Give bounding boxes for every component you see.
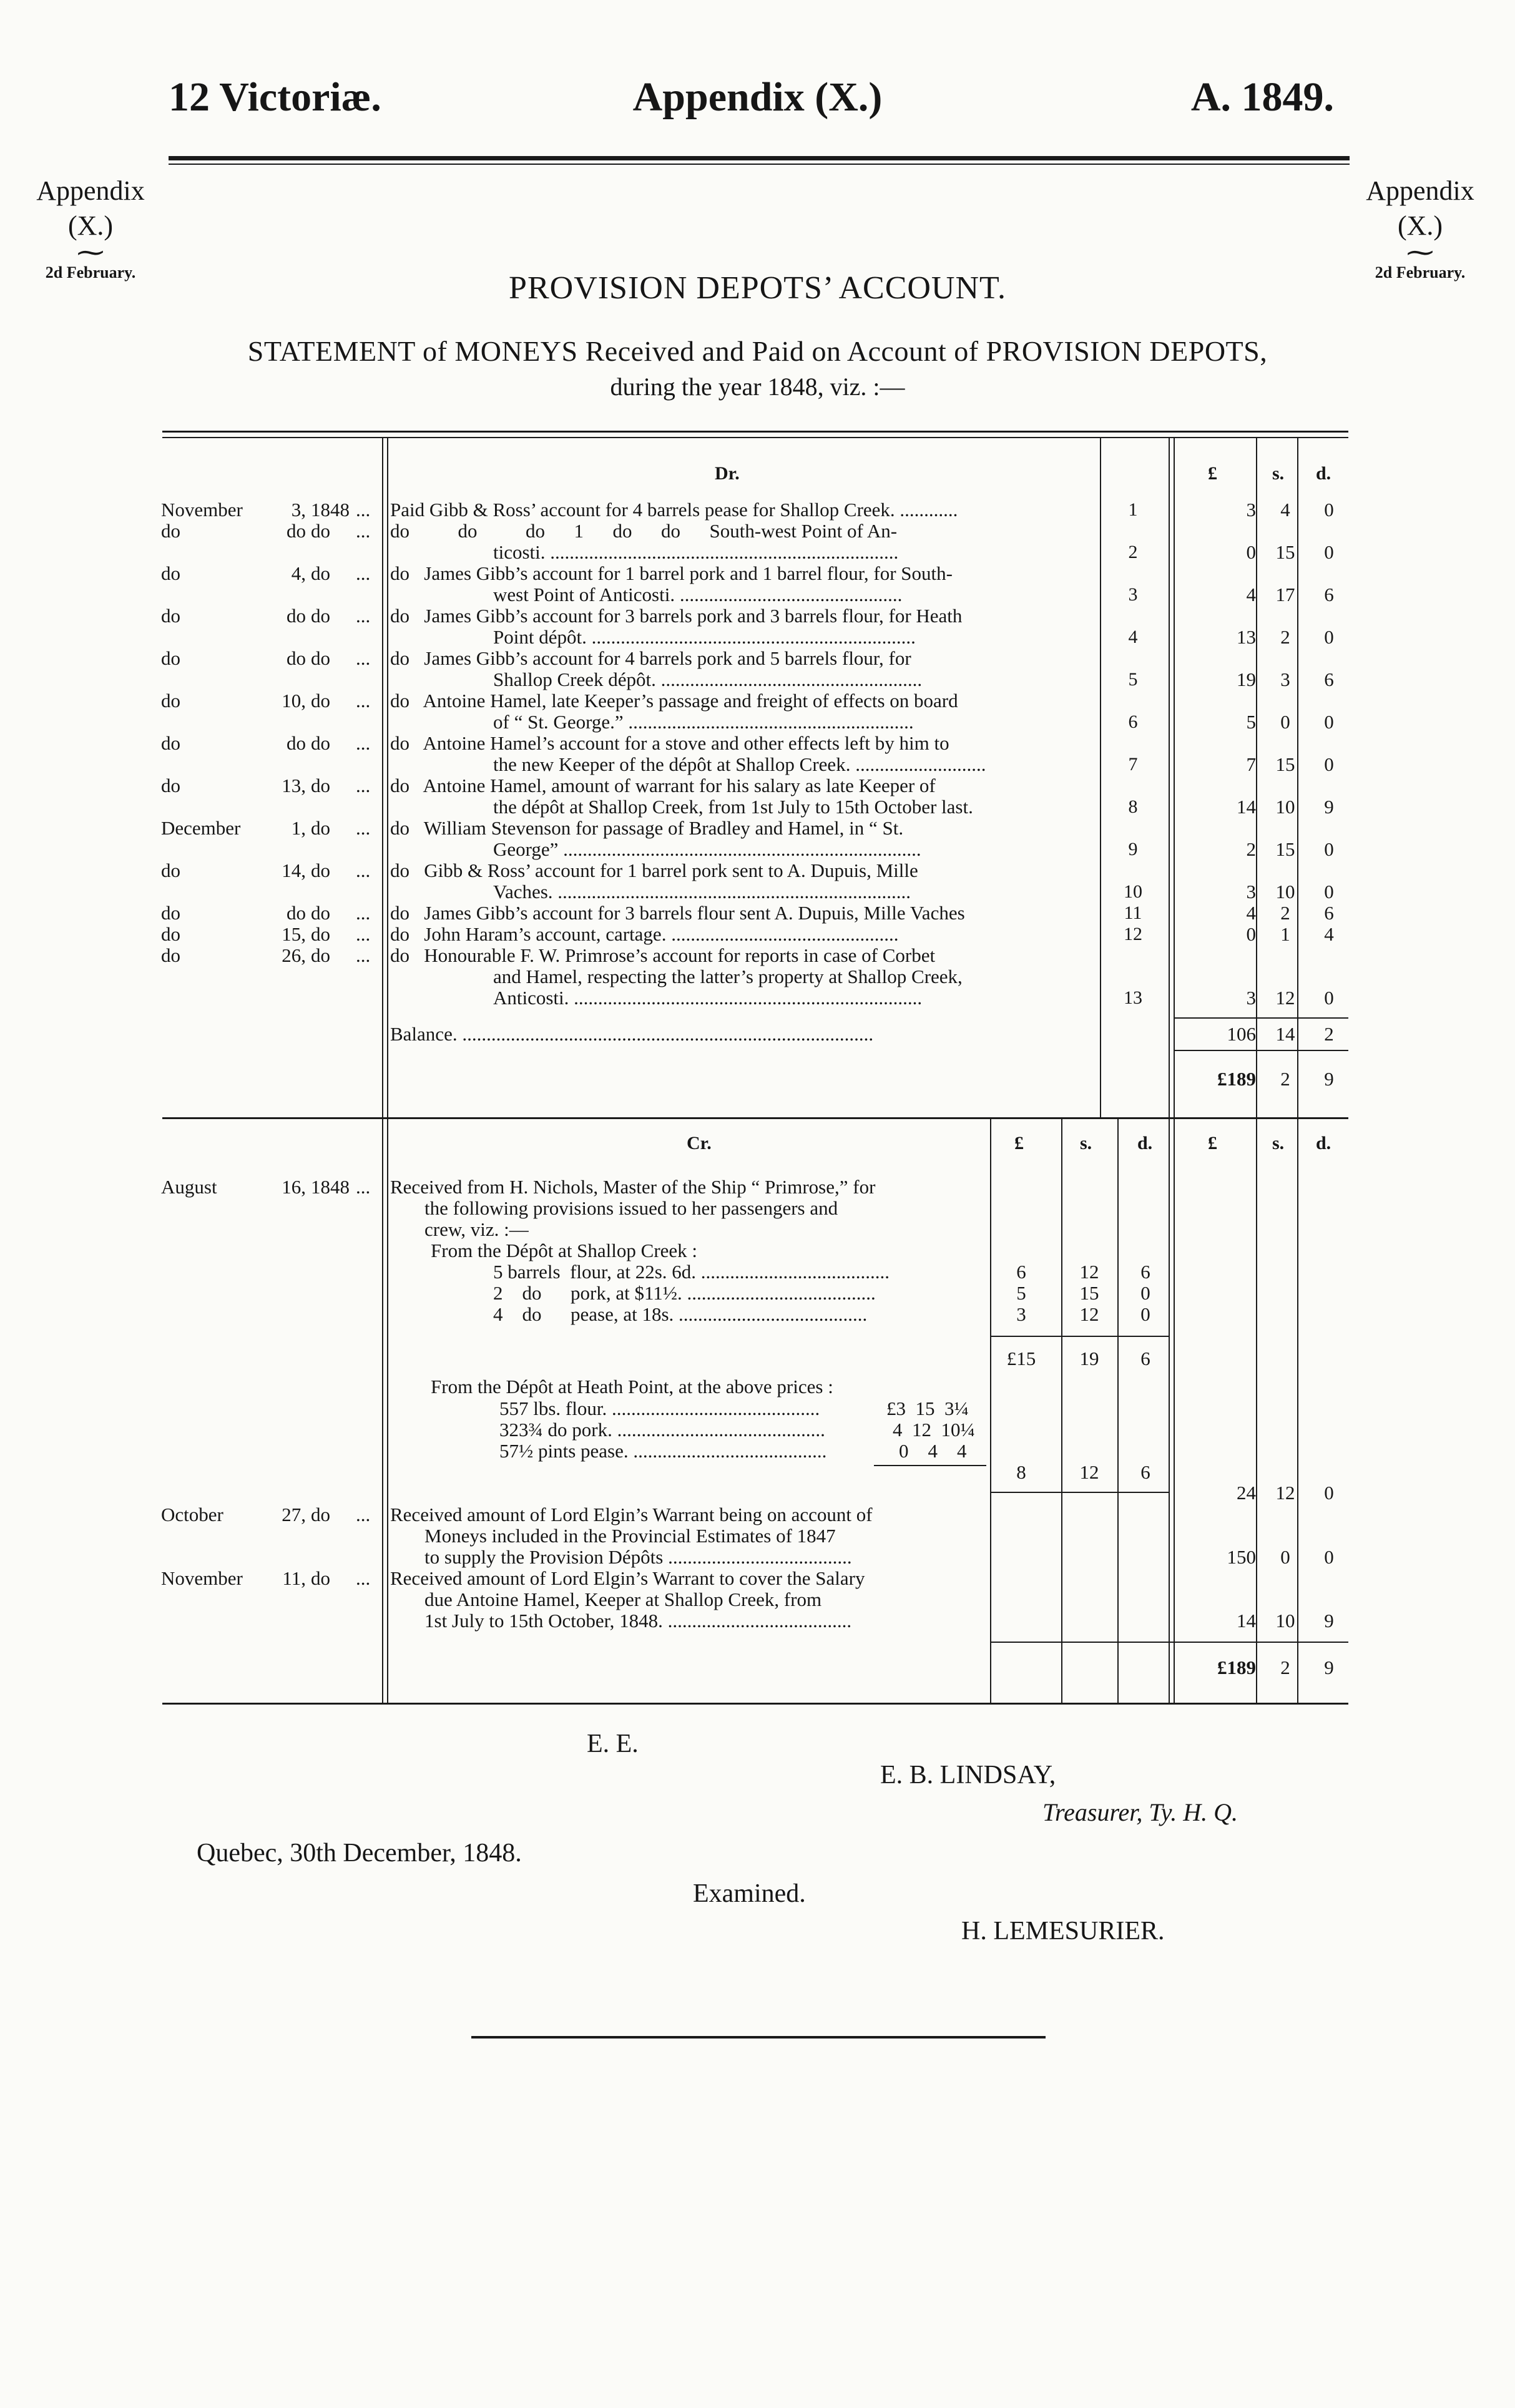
debit-row-day: do [287, 902, 306, 924]
credit-3-pound: 14 [1237, 1610, 1256, 1632]
debit-row-pound: 4 [1246, 584, 1256, 605]
credit-1-month: August [161, 1176, 217, 1198]
debit-row-shilling: 10 [1275, 796, 1295, 818]
heath-total-shilling: 12 [1079, 1461, 1099, 1483]
debit-row-pence: 0 [1324, 711, 1334, 733]
debit-row-year: do [311, 562, 330, 584]
debit-row-shilling: 0 [1280, 711, 1290, 733]
debit-row-dots: ... [356, 562, 371, 584]
shallop-subtotal-rule [990, 1336, 1169, 1337]
credit-outer-col-pence: d. [1316, 1133, 1331, 1153]
debit-row-ref: 1 [1128, 499, 1138, 520]
debit-row-dots: ... [356, 499, 371, 521]
col-ref-divider [1100, 437, 1101, 1118]
debit-row-line: do Antoine Hamel, late Keeper’s passage and freight of effects on board [390, 690, 958, 712]
debit-row-line: do Honourable F. W. Primrose’s account for reports in case of Corbet [390, 944, 936, 966]
closing-rule [471, 2036, 1046, 2038]
debit-row-ref: 13 [1124, 987, 1142, 1008]
credit-3-shilling: 10 [1275, 1610, 1295, 1632]
shallop-item-pence: 6 [1140, 1261, 1150, 1283]
credit-2-shilling: 0 [1280, 1546, 1290, 1568]
debit-row-day: 3, [291, 499, 306, 521]
tilde-flourish-icon: ⁓ [77, 237, 104, 268]
heath-item-text: 57½ pints pease. ........................................ [499, 1440, 827, 1462]
debit-row-line: do William Stevenson for passage of Bradley and Hamel, in “ St. [390, 817, 904, 839]
debit-row-year: do [311, 902, 330, 924]
place-date: Quebec, 30th December, 1848. [197, 1839, 522, 1867]
debit-row-pound: 3 [1246, 499, 1256, 521]
heath-heading: From the Dépôt at Heath Point, at the above prices : [431, 1376, 833, 1397]
debit-row-day: 13, [282, 775, 306, 796]
debit-row-pound: 19 [1237, 668, 1256, 690]
shallop-item-pound: 5 [1016, 1282, 1026, 1304]
header-right: A. 1849. [1190, 74, 1334, 120]
statement-line-1: STATEMENT of MONEYS Received and Paid on Account of PROVISION DEPOTS, [247, 335, 1268, 367]
balance-label: Balance. ..................................................................................... [390, 1023, 874, 1045]
balance-pound: 106 [1227, 1023, 1256, 1045]
debit-row-day: do [287, 605, 306, 627]
debit-row-shilling: 15 [1275, 838, 1295, 860]
credit-2-day: 27, [282, 1504, 306, 1525]
margin-appendix: Appendix [1366, 175, 1474, 206]
debit-row-pence: 0 [1324, 626, 1334, 648]
credit-outer-col-shilling: s. [1272, 1133, 1285, 1153]
debit-row-pence: 0 [1324, 499, 1334, 521]
debit-row-shilling: 3 [1280, 668, 1290, 690]
credit-total-pound: £189 [1217, 1657, 1256, 1678]
debit-row-pence: 0 [1324, 838, 1334, 860]
credit-1-outer-pound: 24 [1237, 1482, 1256, 1504]
debit-row-day: 26, [282, 944, 306, 966]
debit-row-dots: ... [356, 817, 371, 839]
debit-row-dots: ... [356, 647, 371, 669]
debit-col-shilling: s. [1272, 463, 1285, 484]
debit-row-ref: 2 [1128, 542, 1138, 562]
debit-row-pound: 3 [1246, 987, 1256, 1009]
shallop-item-pound: 3 [1016, 1303, 1026, 1325]
debit-row-line: of “ St. George.” ........................................................... [493, 711, 914, 733]
heath-item-amount: 0 4 4 [899, 1440, 967, 1462]
debit-row-day: 4, [291, 562, 306, 584]
balance-rule [1174, 1017, 1348, 1019]
debit-row-ref: 5 [1128, 669, 1138, 690]
debit-row-line: Anticosti. ........................................................................ [493, 987, 923, 1009]
credit-2-pound: 150 [1227, 1546, 1256, 1568]
credit-inner-col-shilling: s. [1080, 1133, 1092, 1153]
credit-2-year: do [311, 1504, 330, 1525]
treasurer-name: E. B. LINDSAY, [880, 1761, 1056, 1789]
debit-total-pound: £189 [1217, 1068, 1256, 1090]
debit-row-line: Point dépôt. ................................................................... [493, 626, 916, 648]
debit-row-ref: 12 [1124, 924, 1142, 944]
header-rule-thick [169, 156, 1350, 160]
heath-total-pence: 6 [1140, 1461, 1150, 1483]
debit-row-year: do [311, 923, 330, 945]
shallop-item-shilling: 12 [1079, 1261, 1099, 1283]
debit-row-ref: 9 [1128, 839, 1138, 859]
col-date-divider-2 [387, 437, 388, 1118]
debit-row-line: the dépôt at Shallop Creek, from 1st July to 15th October last. [493, 796, 973, 818]
credit-2-month: October [161, 1504, 223, 1525]
debit-row-pound: 4 [1246, 902, 1256, 924]
table-bottom-rule [162, 1703, 1348, 1705]
debit-row-pound: 0 [1246, 923, 1256, 945]
debit-total-shilling: 2 [1280, 1068, 1290, 1090]
debit-row-ref: 11 [1124, 903, 1142, 923]
debit-row-year: do [311, 732, 330, 754]
debit-row-year: do [311, 520, 330, 542]
credit-2-dots: ... [356, 1504, 371, 1525]
debit-row-ref: 3 [1128, 584, 1138, 605]
debit-row-pence: 4 [1324, 923, 1334, 945]
debit-row-shilling: 2 [1280, 902, 1290, 924]
debit-row-shilling: 10 [1275, 881, 1295, 903]
col-pound-divider-2 [1174, 437, 1175, 1118]
examiner-name: H. LEMESURIER. [961, 1917, 1165, 1945]
margin-date: 2d February. [45, 263, 136, 281]
credit-inner-col-pound: £ [1014, 1133, 1024, 1153]
document-title: PROVISION DEPOTS’ ACCOUNT. [509, 270, 1006, 306]
debit-row-pence: 6 [1324, 668, 1334, 690]
credit-1-dots: ... [356, 1176, 371, 1198]
section-divider [162, 1117, 1348, 1119]
debit-row-dots: ... [356, 732, 371, 754]
debit-row-shilling: 17 [1275, 584, 1295, 605]
shallop-item-text: 5 barrels flour, at 22s. 6d. ....................................... [493, 1261, 890, 1283]
examined-label: Examined. [693, 1879, 806, 1908]
credit-3-line-3: 1st July to 15th October, 1848. ...................................... [424, 1610, 852, 1632]
margin-date: 2d February. [1375, 263, 1466, 281]
debit-row-month: do [161, 732, 180, 754]
margin-note-left [12, 174, 169, 283]
debit-row-month: November [161, 499, 243, 521]
credit-3-dots: ... [356, 1567, 371, 1589]
debit-row-dots: ... [356, 923, 371, 945]
debit-row-dots: ... [356, 605, 371, 627]
debit-row-shilling: 4 [1280, 499, 1290, 521]
credit-3-year: do [311, 1567, 330, 1589]
credit-col-date-divider-2 [387, 1119, 388, 1703]
debit-row-line: George” .......................................................................... [493, 838, 921, 860]
debit-row-shilling: 15 [1275, 541, 1295, 563]
debit-row-year: do [311, 647, 330, 669]
debit-row-line: do do do 1 do do South-west Point of An- [390, 520, 898, 542]
debit-row-year: do [311, 944, 330, 966]
shallop-item-pound: 6 [1016, 1261, 1026, 1283]
credit-col-date-divider [382, 1119, 383, 1703]
margin-note-right [1342, 174, 1498, 283]
debit-row-line: do James Gibb’s account for 1 barrel pork and 1 barrel flour, for South- [390, 562, 953, 584]
debit-row-month: do [161, 520, 180, 542]
credit-1-outer-shilling: 12 [1275, 1482, 1295, 1504]
col-pound-divider [1169, 437, 1170, 1118]
margin-x: (X.) [1397, 210, 1443, 241]
debit-row-pence: 0 [1324, 541, 1334, 563]
debit-row-pence: 6 [1324, 584, 1334, 605]
credit-total-rule [990, 1642, 1348, 1643]
debit-col-pound: £ [1208, 463, 1217, 484]
debit-row-pence: 0 [1324, 881, 1334, 903]
credit-total-shilling: 2 [1280, 1657, 1290, 1678]
shallop-total-shilling: 19 [1079, 1348, 1099, 1369]
col-date-divider [382, 437, 383, 1118]
debit-row-month: do [161, 562, 180, 584]
margin-x: (X.) [67, 210, 114, 241]
credit-1-line-1: Received from H. Nichols, Master of the Ship “ Primrose,” for [390, 1176, 876, 1198]
debit-total-pence: 9 [1324, 1068, 1334, 1090]
shallop-item-text: 2 do pork, at $11½. ....................................... [493, 1282, 876, 1304]
credit-1-outer-pence: 0 [1324, 1482, 1334, 1504]
debit-row-pence: 9 [1324, 796, 1334, 818]
credit-inner-pence-divider [1117, 1119, 1119, 1703]
credit-2-line-3: to supply the Provision Dépôts ...................................... [424, 1546, 852, 1568]
header-rule-thin [169, 164, 1350, 165]
debit-row-year: do [311, 605, 330, 627]
debit-heading: Dr. [715, 463, 740, 484]
debit-row-dots: ... [356, 902, 371, 924]
debit-row-month: do [161, 775, 180, 796]
debit-row-line: do James Gibb’s account for 4 barrels pork and 5 barrels flour, for [390, 647, 911, 669]
debit-row-line: west Point of Anticosti. .............................................. [493, 584, 903, 605]
debit-row-month: do [161, 902, 180, 924]
debit-row-line: Paid Gibb & Ross’ account for 4 barrels pease for Shallop Creek. ............ [390, 499, 958, 521]
shallop-total-pound: £15 [1006, 1348, 1036, 1369]
col-shilling-divider [1256, 437, 1257, 1118]
credit-inner-col-pence: d. [1137, 1133, 1153, 1153]
debit-row-pence: 0 [1324, 987, 1334, 1009]
ee-initials: E. E. [587, 1730, 639, 1758]
debit-row-pound: 7 [1246, 753, 1256, 775]
heath-total-pound: 8 [1016, 1461, 1026, 1483]
debit-row-month: do [161, 944, 180, 966]
debit-row-dots: ... [356, 944, 371, 966]
credit-3-line-2: due Antoine Hamel, Keeper at Shallop Creek, from [424, 1588, 822, 1610]
debit-row-month: do [161, 859, 180, 881]
col-pence-divider [1297, 437, 1298, 1118]
debit-row-line: the new Keeper of the dépôt at Shallop Creek. ........................... [493, 753, 986, 775]
shallop-heading: From the Dépôt at Shallop Creek : [431, 1240, 698, 1261]
debit-row-day: do [287, 732, 306, 754]
debit-row-month: do [161, 690, 180, 712]
debit-row-ref: 7 [1128, 754, 1138, 775]
treasurer-title: Treasurer, Ty. H. Q. [1042, 1798, 1238, 1826]
debit-row-dots: ... [356, 690, 371, 712]
debit-row-pence: 6 [1324, 902, 1334, 924]
debit-row-pound: 14 [1237, 796, 1256, 818]
debit-row-line: Vaches. ......................................................................... [493, 881, 911, 903]
heath-item-text: 557 lbs. flour. ........................................... [499, 1397, 820, 1419]
debit-row-ref: 10 [1124, 881, 1142, 902]
shallop-item-text: 4 do pease, at 18s. ....................................... [493, 1303, 868, 1325]
debit-row-pound: 13 [1237, 626, 1256, 648]
debit-row-day: do [287, 647, 306, 669]
credit-total-pence: 9 [1324, 1657, 1334, 1678]
debit-row-shilling: 12 [1275, 987, 1295, 1009]
credit-2-pence: 0 [1324, 1546, 1334, 1568]
credit-3-month: November [161, 1567, 243, 1589]
debit-row-line: Shallop Creek dépôt. ...................................................... [493, 668, 923, 690]
debit-row-ref: 6 [1128, 712, 1138, 732]
debit-row-year: 1848 [311, 499, 350, 521]
debit-col-pence: d. [1316, 463, 1331, 484]
debit-row-line: and Hamel, respecting the latter’s property at Shallop Creek, [493, 966, 963, 987]
table-top-rule-thin [162, 437, 1348, 438]
debit-row-pence: 0 [1324, 753, 1334, 775]
balance-pence: 2 [1324, 1023, 1334, 1045]
debit-row-year: do [311, 775, 330, 796]
debit-row-shilling: 1 [1280, 923, 1290, 945]
credit-1-day: 16, [282, 1176, 306, 1198]
credit-3-pence: 9 [1324, 1610, 1334, 1632]
debit-row-dots: ... [356, 859, 371, 881]
debit-row-shilling: 15 [1275, 753, 1295, 775]
shallop-item-shilling: 12 [1079, 1303, 1099, 1325]
debit-row-ref: 8 [1128, 796, 1138, 817]
shallop-item-shilling: 15 [1079, 1282, 1099, 1304]
debit-row-day: 10, [282, 690, 306, 712]
table-top-rule [162, 431, 1348, 433]
heath-item-amount: 4 12 10¼ [893, 1419, 975, 1441]
debit-row-month: do [161, 923, 180, 945]
header-center: Appendix (X.) [632, 74, 883, 120]
credit-1-year: 1848 [311, 1176, 350, 1198]
debit-row-year: do [311, 817, 330, 839]
debit-row-pound: 0 [1246, 541, 1256, 563]
header-left: 12 Victoriæ. [169, 74, 381, 120]
debit-row-shilling: 2 [1280, 626, 1290, 648]
credit-2-line-1: Received amount of Lord Elgin’s Warrant being on account of [390, 1504, 873, 1525]
debit-row-line: do James Gibb’s account for 3 barrels pork and 3 barrels flour, for Heath [390, 605, 963, 627]
statement-line-2: during the year 1848, viz. :— [610, 373, 905, 401]
balance-shilling: 14 [1275, 1023, 1295, 1045]
shallop-total-pence: 6 [1140, 1348, 1150, 1369]
shallop-item-pence: 0 [1140, 1282, 1150, 1304]
credit-3-line-1: Received amount of Lord Elgin’s Warrant to cover the Salary [390, 1567, 865, 1589]
credit-2-line-2: Moneys included in the Provincial Estimates of 1847 [424, 1525, 836, 1547]
credit-heading: Cr. [687, 1133, 712, 1153]
debit-row-day: 15, [282, 923, 306, 945]
debit-row-line: ticosti. ........................................................................ [493, 541, 899, 563]
debit-row-pound: 2 [1246, 838, 1256, 860]
credit-1-line-3: crew, viz. :— [424, 1218, 529, 1240]
debit-row-month: do [161, 605, 180, 627]
heath-item-text: 323¾ do pork. ........................................... [499, 1419, 825, 1441]
debit-row-pound: 5 [1246, 711, 1256, 733]
shallop-item-pence: 0 [1140, 1303, 1150, 1325]
credit-3-day: 11, [282, 1567, 306, 1589]
debit-row-day: 1, [291, 817, 306, 839]
credit-outer-col-pound: £ [1208, 1133, 1217, 1153]
credit-inner-pound-divider [990, 1119, 991, 1703]
debit-row-line: do Gibb & Ross’ account for 1 barrel pork sent to A. Dupuis, Mille [390, 859, 918, 881]
debit-row-day: 14, [282, 859, 306, 881]
credit-inner-total-rule [990, 1492, 1169, 1493]
debit-row-month: December [161, 817, 241, 839]
debit-row-line: do James Gibb’s account for 3 barrels flour sent A. Dupuis, Mille Vaches [390, 902, 965, 924]
debit-row-line: do John Haram’s account, cartage. ............................................... [390, 923, 899, 945]
debit-row-day: do [287, 520, 306, 542]
debit-row-line: do Antoine Hamel’s account for a stove and other effects left by him to [390, 732, 949, 754]
debit-row-line: do Antoine Hamel, amount of warrant for his salary as late Keeper of [390, 775, 936, 796]
debit-row-dots: ... [356, 775, 371, 796]
debit-row-year: do [311, 859, 330, 881]
margin-appendix: Appendix [36, 175, 145, 206]
debit-row-pound: 3 [1246, 881, 1256, 903]
debit-row-year: do [311, 690, 330, 712]
debit-row-month: do [161, 647, 180, 669]
total-rule [1174, 1050, 1348, 1051]
tilde-flourish-icon: ⁓ [1406, 237, 1434, 268]
heath-subrule [874, 1465, 986, 1466]
debit-row-ref: 4 [1128, 627, 1138, 647]
debit-row-dots: ... [356, 520, 371, 542]
heath-item-amount: £3 15 3¼ [886, 1397, 969, 1419]
credit-1-line-2: the following provisions issued to her passengers and [424, 1197, 838, 1219]
credit-inner-shilling-divider [1061, 1119, 1062, 1703]
